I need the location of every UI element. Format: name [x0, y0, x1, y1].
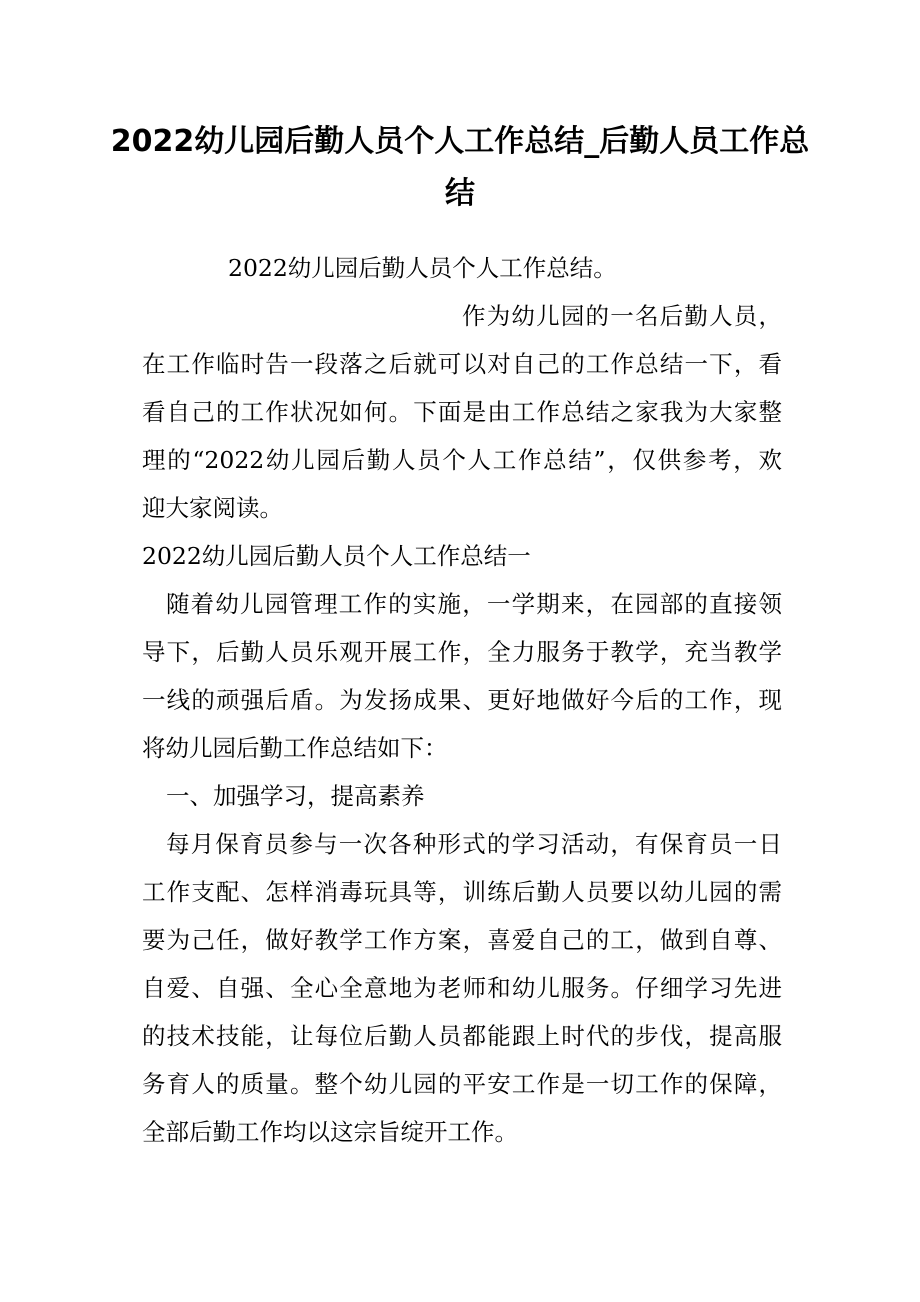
intro-line: 2022幼儿园后勤人员个人工作总结。	[228, 254, 617, 282]
paragraph-line: 务育人的质量。整个幼儿园的平安工作是一切工作的保障，	[142, 1070, 782, 1098]
section-heading: 2022幼儿园后勤人员个人工作总结一	[142, 542, 531, 570]
paragraph-line: 的技术技能，让每位后勤人员都能跟上时代的步伐，提高服	[142, 1022, 782, 1050]
paragraph-line: 看自己的工作状况如何。下面是由工作总结之家我为大家整	[142, 398, 782, 426]
paragraph-line: 导下，后勤人员乐观开展工作，全力服务于教学，充当教学	[142, 638, 782, 666]
paragraph-line: 一线的顽强后盾。为发扬成果、更好地做好今后的工作，现	[142, 686, 782, 714]
paragraph-line: 作为幼儿园的一名后勤人员，	[462, 302, 782, 330]
paragraph-line: 将幼儿园后勤工作总结如下：	[142, 734, 448, 762]
document-title: 2022幼儿园后勤人员个人工作总结_后勤人员工作总结	[110, 124, 810, 211]
paragraph-line: 全部后勤工作均以这宗旨绽开工作。	[142, 1118, 518, 1146]
paragraph-line: 工作支配、怎样消毒玩具等，训练后勤人员要以幼儿园的需	[142, 878, 782, 906]
paragraph-line: 迎大家阅读。	[142, 494, 283, 522]
paragraph-line: 每月保育员参与一次各种形式的学习活动，有保育员一日	[166, 830, 782, 858]
paragraph-line: 要为己任，做好教学工作方案，喜爱自己的工，做到自尊、	[142, 926, 782, 954]
paragraph-line: 理的“2022幼儿园后勤人员个人工作总结”，仅供参考，欢	[142, 446, 782, 474]
subsection-heading: 一、加强学习，提高素养	[166, 782, 425, 810]
paragraph-line: 在工作临时告一段落之后就可以对自己的工作总结一下，看	[142, 350, 782, 378]
paragraph-line: 自爱、自强、全心全意地为老师和幼儿服务。仔细学习先进	[142, 974, 782, 1002]
paragraph-line: 随着幼儿园管理工作的实施，一学期来，在园部的直接领	[166, 590, 782, 618]
